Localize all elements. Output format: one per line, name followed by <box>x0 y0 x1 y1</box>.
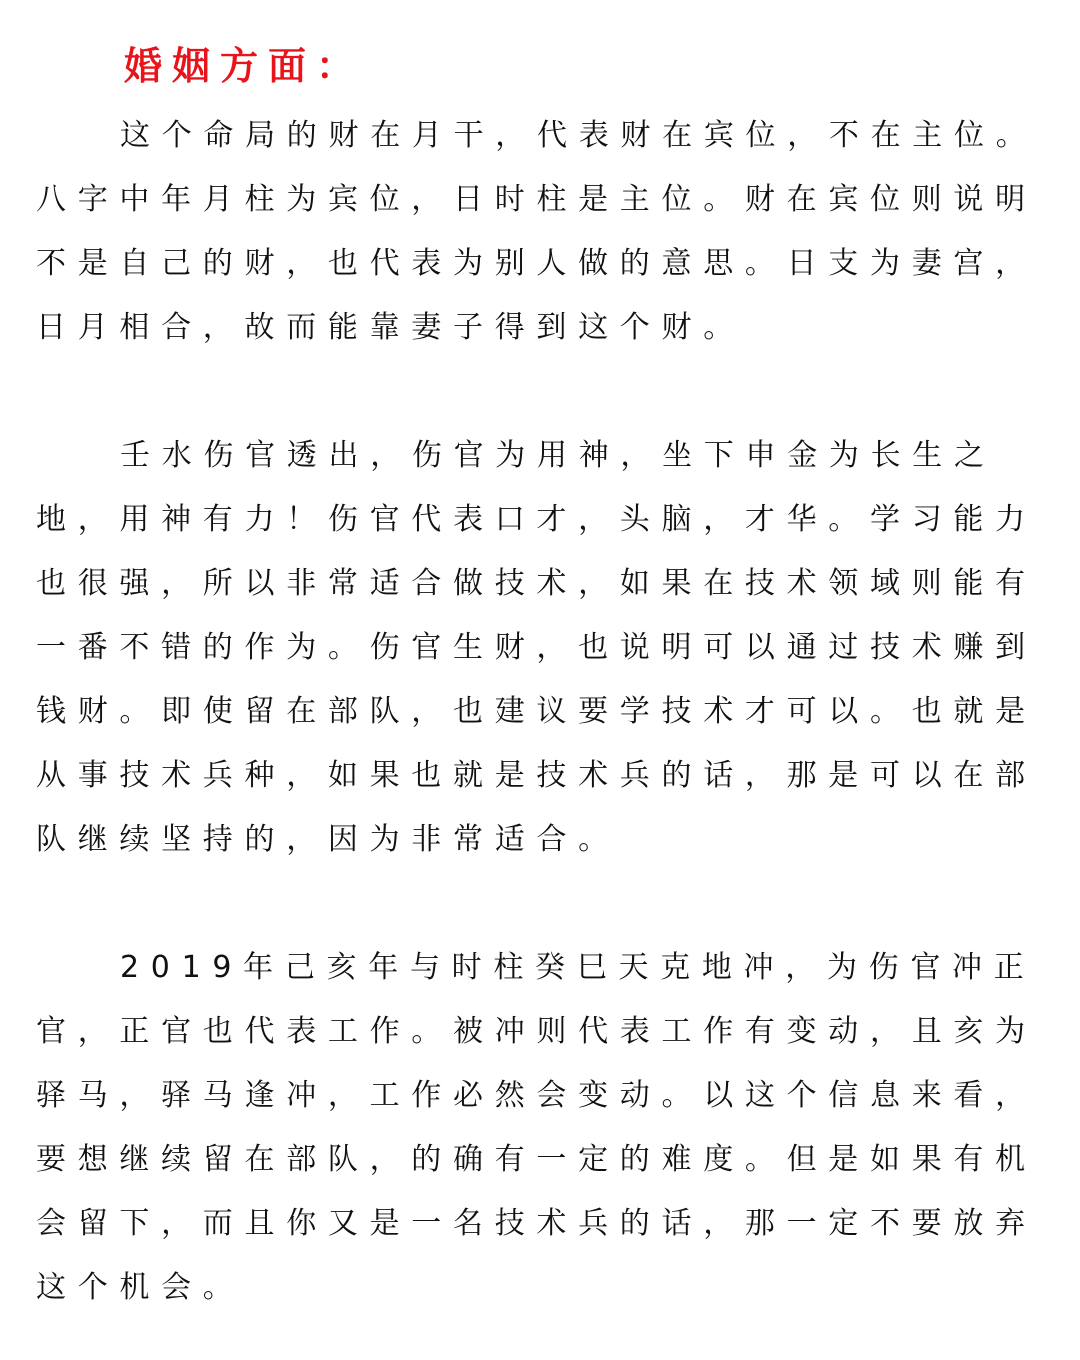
paragraph-2019-clash: 2019年己亥年与时柱癸巳天克地冲，为伤官冲正官，正官也代表工作。被冲则代表工作有变动，且亥为驿马，驿马逢冲，工作必然会变动。以这个信息来看，要想继续留在部队，的确有一定的难度。但是如果有机会留下，而且你又是一名技术兵的话，那一定不要放弃这个机会。 <box>36 950 1037 1305</box>
paragraph-hurting-officer: 壬水伤官透出，伤官为用神，坐下申金为长生之地，用神有力！伤官代表口才，头脑，才华。学习能力也很强，所以非常适合做技术，如果在技术领域则能有一番不错的作为。伤官生财，也说明可以通过技术赚到钱财。即使留在部队，也建议要学技术才可以。也就是从事技术兵种，如果也就是技术兵的话，那是可以在部队继续坚持的，因为非常适合。 <box>36 438 1037 857</box>
section-heading: 婚姻方面： <box>124 44 365 88</box>
paragraph-marriage-wealth: 这个命局的财在月干，代表财在宾位，不在主位。八字中年月柱为宾位，日时柱是主位。财在宾位则说明不是自己的财，也代表为别人做的意思。日支为妻宫，日月相合，故而能靠妻子得到这个财。 <box>36 118 1038 345</box>
